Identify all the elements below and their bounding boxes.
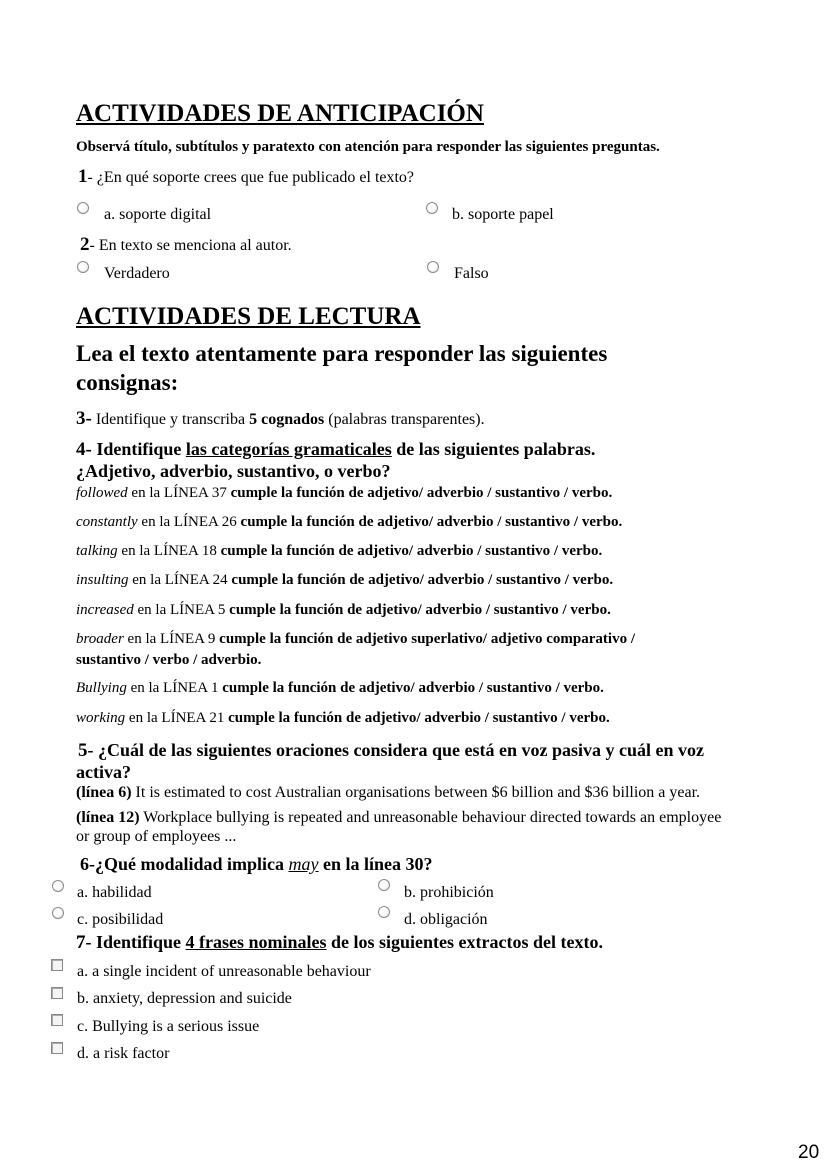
- question-3-pre: Identifique y transcriba: [91, 411, 250, 428]
- question-5-number: 5: [78, 740, 88, 761]
- q4-item-followed: [76, 485, 612, 502]
- q4-item-broader-line2: sustantivo / verbo / adverbio.: [76, 652, 262, 668]
- q4-word: working: [76, 710, 126, 726]
- q4-item-increased: [76, 602, 611, 619]
- q4-word: increased: [76, 602, 134, 618]
- question-6-post: en la línea 30?: [318, 854, 433, 874]
- q4-word: insulting: [76, 572, 129, 588]
- option-q6-b: b. prohibición: [404, 884, 494, 901]
- q4-item-broader: [76, 631, 635, 648]
- question-3-bold: 5 cognados: [249, 411, 325, 428]
- instruction-anticipacion: Observá título, subtítulos y paratexto con atención para responder las siguientes preguntas.: [76, 139, 660, 155]
- q4-item-insulting: [76, 572, 613, 589]
- q5-sentence-1-ref: (línea 6): [76, 784, 132, 801]
- question-4-underlined: las categorías gramaticales: [185, 439, 392, 459]
- option-q7-b: b. anxiety, depression and suicide: [77, 990, 292, 1007]
- q5-sentence-1: [76, 784, 700, 802]
- q4-mid: en la LÍNEA 24: [128, 572, 232, 588]
- option-q1-a: a. soporte digital: [104, 206, 212, 223]
- q4-item-constantly: [76, 514, 622, 531]
- q4-mid: en la LÍNEA 26: [137, 514, 241, 530]
- question-4-pre: Identifique: [91, 439, 186, 459]
- radio-q6-c[interactable]: [52, 907, 64, 919]
- checkbox-q7-b[interactable]: [51, 987, 63, 999]
- heading-lectura: ACTIVIDADES DE LECTURA: [76, 303, 421, 330]
- q4-word: constantly: [76, 514, 138, 530]
- question-1-number: 1: [78, 166, 88, 187]
- checkbox-q7-a[interactable]: [51, 959, 63, 971]
- question-1-text: - ¿En qué soporte crees que fue publicado el texto?: [87, 169, 415, 186]
- question-7-post: de los siguientes extractos del texto.: [326, 932, 603, 952]
- question-7: [76, 932, 603, 954]
- q5-sentence-2-line2: or group of employees ...: [76, 828, 237, 845]
- question-5: [78, 740, 704, 762]
- option-q7-c: c. Bullying is a serious issue: [77, 1018, 260, 1035]
- question-6-word: may: [288, 854, 319, 874]
- q4-item-talking: [76, 543, 602, 560]
- radio-q1-b[interactable]: [426, 202, 438, 214]
- question-3: [76, 408, 485, 430]
- q5-sentence-2-text: Workplace bullying is repeated and unreasonable behaviour directed towards an employee: [139, 809, 722, 826]
- question-3-number: 3-: [76, 408, 92, 429]
- q4-word: talking: [76, 543, 118, 559]
- question-5-text: - ¿Cuál de las siguientes oraciones considera que está en voz pasiva y cuál en voz: [87, 740, 704, 760]
- option-q6-d: d. obligación: [404, 911, 488, 928]
- q4-mid: en la LÍNEA 9: [123, 631, 220, 647]
- q4-item-bullying: [76, 680, 604, 697]
- q4-mid: en la LÍNEA 5: [133, 602, 230, 618]
- instruction-lectura-line2: consignas:: [76, 370, 179, 395]
- question-6: [80, 854, 433, 875]
- question-6-pre: 6-¿Qué modalidad implica: [80, 854, 289, 874]
- option-q6-c: c. posibilidad: [77, 911, 164, 928]
- question-2-text: - En texto se menciona al autor.: [89, 237, 292, 254]
- q4-tail: cumple la función de adjetivo/ adverbio / sustantivo / verbo.: [228, 710, 610, 726]
- q4-tail: cumple la función de adjetivo/ adverbio / sustantivo / verbo.: [220, 543, 603, 559]
- q4-tail: cumple la función de adjetivo/ adverbio / sustantivo / verbo.: [240, 514, 623, 530]
- q4-tail: cumple la función de adjetivo/ adverbio / sustantivo / verbo.: [222, 680, 604, 696]
- question-7-pre: - Identifique: [85, 932, 186, 952]
- question-2: [80, 234, 292, 256]
- question-4-post: de las siguientes palabras.: [391, 439, 596, 459]
- q4-mid: en la LÍNEA 18: [117, 543, 221, 559]
- option-q7-a: a. a single incident of unreasonable behaviour: [77, 963, 371, 980]
- q4-tail: cumple la función de adjetivo/ adverbio / sustantivo / verbo.: [229, 602, 611, 618]
- option-q2-verdadero: Verdadero: [104, 265, 170, 282]
- q4-word: followed: [76, 485, 128, 501]
- question-2-number: 2: [80, 234, 90, 255]
- q4-mid: en la LÍNEA 1: [126, 680, 223, 696]
- radio-q1-a[interactable]: [77, 202, 89, 214]
- instruction-lectura-line1: Lea el texto atentamente para responder las siguientes: [76, 341, 608, 366]
- question-5-line2: activa?: [76, 762, 131, 782]
- question-4-number: 4-: [76, 439, 92, 460]
- heading-anticipacion: ACTIVIDADES DE ANTICIPACIÓN: [76, 100, 484, 127]
- q5-sentence-2-ref: (línea 12): [76, 809, 140, 826]
- question-7-underlined: 4 frases nominales: [185, 932, 327, 952]
- radio-q6-d[interactable]: [378, 906, 390, 918]
- option-q1-b: b. soporte papel: [452, 206, 554, 223]
- page-number: 20: [798, 1142, 820, 1163]
- radio-q6-a[interactable]: [52, 880, 64, 892]
- radio-q2-verdadero[interactable]: [77, 261, 89, 273]
- q4-mid: en la LÍNEA 37: [127, 485, 231, 501]
- option-q2-falso: Falso: [454, 265, 489, 282]
- q4-item-working: [76, 710, 610, 727]
- radio-q6-b[interactable]: [378, 879, 390, 891]
- q4-word: Bullying: [76, 680, 127, 696]
- checkbox-q7-c[interactable]: [51, 1014, 63, 1026]
- question-3-post: (palabras transparentes).: [324, 411, 485, 428]
- question-1: [78, 166, 414, 188]
- q4-tail: cumple la función de adjetivo/ adverbio / sustantivo / verbo.: [231, 572, 614, 588]
- option-q7-d: d. a risk factor: [77, 1045, 170, 1062]
- option-q6-a: a. habilidad: [77, 884, 152, 901]
- q4-tail: cumple la función de adjetivo superlativo/ adjetivo comparativo /: [219, 631, 635, 647]
- question-4: [76, 439, 595, 461]
- q5-sentence-2: [76, 809, 721, 827]
- checkbox-q7-d[interactable]: [51, 1042, 63, 1054]
- q4-tail: cumple la función de adjetivo/ adverbio / sustantivo / verbo.: [230, 485, 613, 501]
- question-4-line2: ¿Adjetivo, adverbio, sustantivo, o verbo?: [76, 461, 391, 481]
- radio-q2-falso[interactable]: [427, 261, 439, 273]
- question-7-number: 7: [76, 932, 86, 953]
- q4-mid: en la LÍNEA 21: [125, 710, 229, 726]
- q4-word: broader: [76, 631, 124, 647]
- q5-sentence-1-text: It is estimated to cost Australian organisations between $6 billion and $36 billion a year.: [131, 784, 701, 801]
